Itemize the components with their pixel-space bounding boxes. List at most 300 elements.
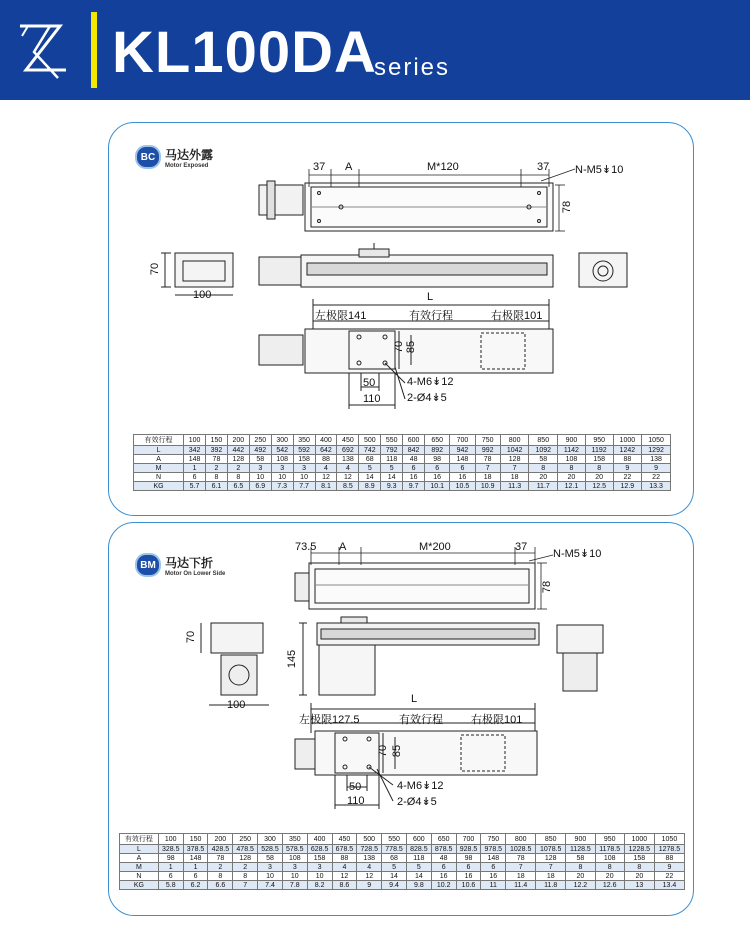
page-subtitle: series bbox=[374, 54, 451, 81]
bm-top-view bbox=[295, 563, 535, 609]
table-row bbox=[134, 446, 671, 455]
bm-dim-100: 100 bbox=[227, 699, 246, 711]
table-cell: 150 bbox=[183, 834, 208, 845]
table-cell: 13 bbox=[624, 881, 654, 890]
table-cell: 950 bbox=[585, 435, 613, 446]
table-cell: 7 bbox=[233, 881, 258, 890]
table-cell: 118 bbox=[381, 455, 403, 464]
table-cell: 1178.5 bbox=[595, 845, 624, 854]
bc-spec-table bbox=[133, 434, 671, 491]
bm-dim-50: 50 bbox=[349, 781, 362, 793]
table-cell: 10.6 bbox=[456, 881, 481, 890]
table-row bbox=[120, 854, 685, 863]
table-cell: 1242 bbox=[613, 446, 642, 455]
table-cell: 7.3 bbox=[271, 482, 293, 491]
bm-dim-85: 85 bbox=[391, 744, 404, 758]
table-cell: 428.5 bbox=[208, 845, 233, 854]
table-cell: 14 bbox=[406, 872, 431, 881]
table-cell: 13.3 bbox=[642, 482, 671, 491]
table-cell: 12 bbox=[332, 872, 357, 881]
table-cell: 6 bbox=[184, 473, 206, 482]
table-cell: 22 bbox=[654, 872, 684, 881]
table-cell: 9.4 bbox=[382, 881, 407, 890]
table-cell: 9 bbox=[613, 464, 642, 473]
table-cell: 有效行程 bbox=[120, 834, 159, 845]
table-cell: 48 bbox=[431, 854, 456, 863]
bc-dim-37a: 37 bbox=[313, 161, 326, 173]
table-cell: 10 bbox=[271, 473, 293, 482]
table-cell: 300 bbox=[271, 435, 293, 446]
table-cell: 450 bbox=[337, 435, 359, 446]
table-cell: 10.5 bbox=[450, 482, 475, 491]
table-cell: 8 bbox=[624, 863, 654, 872]
table-cell: 8 bbox=[558, 464, 586, 473]
table-cell: 878.5 bbox=[431, 845, 456, 854]
bm-dim-145: 145 bbox=[286, 649, 299, 669]
table-cell: 1292 bbox=[642, 446, 671, 455]
table-cell: 18 bbox=[500, 473, 529, 482]
table-cell: 20 bbox=[558, 473, 586, 482]
table-cell: 528.5 bbox=[258, 845, 283, 854]
table-cell: 8 bbox=[529, 464, 558, 473]
table-cell: 78 bbox=[506, 854, 536, 863]
bc-dim-50: 50 bbox=[363, 377, 376, 389]
table-cell: 400 bbox=[315, 435, 337, 446]
table-cell: 22 bbox=[642, 473, 671, 482]
table-row bbox=[134, 473, 671, 482]
table-cell: 692 bbox=[337, 446, 359, 455]
bc-dim-37b: 37 bbox=[537, 161, 550, 173]
bc-dim-m6: 4-M6↡12 bbox=[407, 376, 454, 388]
table-cell: 10 bbox=[307, 872, 332, 881]
table-cell: 900 bbox=[566, 834, 595, 845]
table-cell: 12 bbox=[357, 872, 382, 881]
table-cell: 392 bbox=[206, 446, 228, 455]
table-cell: 250 bbox=[249, 435, 271, 446]
table-cell: 78 bbox=[208, 854, 233, 863]
accent-bar bbox=[91, 12, 97, 88]
table-cell: 928.5 bbox=[456, 845, 481, 854]
table-cell: 4 bbox=[357, 863, 382, 872]
table-cell: 14 bbox=[359, 473, 381, 482]
page-title: KL100DA bbox=[112, 20, 377, 85]
table-cell: 6.1 bbox=[206, 482, 228, 491]
table-row bbox=[134, 482, 671, 491]
table-cell: 98 bbox=[456, 854, 481, 863]
table-cell: 900 bbox=[558, 435, 586, 446]
table-cell: 6 bbox=[481, 863, 506, 872]
table-cell: 8.6 bbox=[332, 881, 357, 890]
table-cell: 14 bbox=[382, 872, 407, 881]
table-cell: 842 bbox=[403, 446, 425, 455]
table-cell: 978.5 bbox=[481, 845, 506, 854]
table-row bbox=[120, 881, 685, 890]
bm-stroke: 有效行程 bbox=[399, 714, 443, 726]
table-cell: 10 bbox=[293, 473, 315, 482]
table-cell: 10.2 bbox=[431, 881, 456, 890]
table-cell: 500 bbox=[359, 435, 381, 446]
table-row bbox=[120, 872, 685, 881]
table-row bbox=[134, 455, 671, 464]
table-cell: 728.5 bbox=[357, 845, 382, 854]
table-cell: 542 bbox=[271, 446, 293, 455]
table-cell: 200 bbox=[227, 435, 249, 446]
table-cell: 有效行程 bbox=[134, 435, 184, 446]
table-cell: 750 bbox=[481, 834, 506, 845]
table-cell: 4 bbox=[332, 863, 357, 872]
table-cell: 792 bbox=[381, 446, 403, 455]
table-cell: 1 bbox=[184, 464, 206, 473]
table-cell: 100 bbox=[158, 834, 183, 845]
bm-right-limit: 右极限101 bbox=[471, 714, 523, 726]
table-cell: 1278.5 bbox=[654, 845, 684, 854]
table-cell: 478.5 bbox=[233, 845, 258, 854]
table-cell: 20 bbox=[566, 872, 595, 881]
table-cell: 20 bbox=[585, 473, 613, 482]
bm-dim-110: 110 bbox=[347, 795, 365, 807]
table-cell: 58 bbox=[529, 455, 558, 464]
table-cell: 2 bbox=[233, 863, 258, 872]
table-cell: 128 bbox=[500, 455, 529, 464]
zk-logo-icon bbox=[12, 12, 84, 88]
table-cell: 12.1 bbox=[558, 482, 586, 491]
table-cell: KG bbox=[134, 482, 184, 491]
table-cell: 1078.5 bbox=[536, 845, 566, 854]
bc-dim-A: A bbox=[345, 161, 353, 173]
table-cell: 10 bbox=[282, 872, 307, 881]
table-cell: 550 bbox=[381, 435, 403, 446]
table-cell: A bbox=[134, 455, 184, 464]
bm-dim-nm5: N-M5↡10 bbox=[553, 548, 602, 560]
table-cell: 18 bbox=[475, 473, 500, 482]
table-cell: 7 bbox=[506, 863, 536, 872]
table-cell: 1228.5 bbox=[624, 845, 654, 854]
table-cell: N bbox=[134, 473, 184, 482]
table-cell: 7.4 bbox=[258, 881, 283, 890]
table-cell: 5 bbox=[381, 464, 403, 473]
table-cell: 328.5 bbox=[158, 845, 183, 854]
table-cell: 7 bbox=[500, 464, 529, 473]
table-cell: 1028.5 bbox=[506, 845, 536, 854]
table-cell: 400 bbox=[307, 834, 332, 845]
table-cell: 378.5 bbox=[183, 845, 208, 854]
table-cell: 442 bbox=[227, 446, 249, 455]
table-cell: 11.3 bbox=[500, 482, 529, 491]
table-cell: 138 bbox=[642, 455, 671, 464]
table-cell: 12.9 bbox=[613, 482, 642, 491]
table-row bbox=[120, 845, 685, 854]
table-cell: 158 bbox=[307, 854, 332, 863]
table-cell: 68 bbox=[382, 854, 407, 863]
table-cell: 8.1 bbox=[315, 482, 337, 491]
table-cell: M bbox=[120, 863, 159, 872]
table-cell: 1000 bbox=[624, 834, 654, 845]
table-cell: 5 bbox=[382, 863, 407, 872]
table-cell: 6.2 bbox=[183, 881, 208, 890]
table-cell: 7.8 bbox=[282, 881, 307, 890]
table-cell: 578.5 bbox=[282, 845, 307, 854]
table-cell: 300 bbox=[258, 834, 283, 845]
table-cell: 3 bbox=[249, 464, 271, 473]
table-cell: 1128.5 bbox=[566, 845, 595, 854]
table-cell: 600 bbox=[403, 435, 425, 446]
table-cell: 148 bbox=[481, 854, 506, 863]
bm-spec-table bbox=[119, 833, 685, 890]
table-cell: 10 bbox=[249, 473, 271, 482]
bm-drawing bbox=[109, 523, 693, 823]
table-cell: 150 bbox=[206, 435, 228, 446]
bc-dim-nm5: N-M5↡10 bbox=[575, 164, 624, 176]
table-cell: 778.5 bbox=[382, 845, 407, 854]
table-cell: 8 bbox=[585, 464, 613, 473]
table-cell: 108 bbox=[282, 854, 307, 863]
table-cell: 5 bbox=[406, 863, 431, 872]
table-cell: 16 bbox=[456, 872, 481, 881]
table-cell: 1092 bbox=[529, 446, 558, 455]
table-cell: 1050 bbox=[642, 435, 671, 446]
table-cell: 108 bbox=[558, 455, 586, 464]
table-cell: 1192 bbox=[585, 446, 613, 455]
bm-title-en: Motor On Lower Side bbox=[165, 570, 226, 577]
table-cell: 118 bbox=[406, 854, 431, 863]
table-cell: 48 bbox=[403, 455, 425, 464]
table-row bbox=[120, 863, 685, 872]
bm-dim-L: L bbox=[411, 693, 418, 705]
table-cell: 8 bbox=[208, 872, 233, 881]
table-cell: 20 bbox=[595, 872, 624, 881]
bc-badge-pill: BC bbox=[135, 145, 161, 169]
bc-dim-70b: 70 bbox=[393, 340, 406, 354]
table-cell: 58 bbox=[258, 854, 283, 863]
table-cell: 16 bbox=[431, 872, 456, 881]
table-cell: 5.8 bbox=[158, 881, 183, 890]
table-cell: 22 bbox=[613, 473, 642, 482]
table-cell: A bbox=[120, 854, 159, 863]
table-cell: 138 bbox=[337, 455, 359, 464]
bc-dim-pin: 2-Ø4↡5 bbox=[407, 392, 447, 404]
table-cell: 68 bbox=[359, 455, 381, 464]
table-cell: 88 bbox=[332, 854, 357, 863]
table-cell: 1 bbox=[158, 863, 183, 872]
table-cell: 100 bbox=[184, 435, 206, 446]
table-cell: 6 bbox=[431, 863, 456, 872]
table-cell: 11 bbox=[481, 881, 506, 890]
table-cell: 88 bbox=[613, 455, 642, 464]
table-cell: KG bbox=[120, 881, 159, 890]
table-cell: 742 bbox=[359, 446, 381, 455]
table-cell: 678.5 bbox=[332, 845, 357, 854]
bm-title-zh: 马达下折 bbox=[165, 555, 214, 570]
bc-dim-100: 100 bbox=[193, 289, 212, 301]
table-cell: 3 bbox=[293, 464, 315, 473]
table-header-row bbox=[134, 435, 671, 446]
table-cell: 9.7 bbox=[403, 482, 425, 491]
bm-dim-735: 73.5 bbox=[295, 541, 317, 553]
table-cell: 20 bbox=[624, 872, 654, 881]
table-cell: 650 bbox=[425, 435, 450, 446]
table-cell: 158 bbox=[624, 854, 654, 863]
table-cell: 108 bbox=[271, 455, 293, 464]
table-cell: 6.9 bbox=[249, 482, 271, 491]
table-cell: 128 bbox=[227, 455, 249, 464]
table-cell: 16 bbox=[425, 473, 450, 482]
bm-dim-pin: 2-Ø4↡5 bbox=[397, 796, 437, 808]
bc-title-zh: 马达外露 bbox=[165, 147, 214, 162]
table-cell: 78 bbox=[475, 455, 500, 464]
bm-dim-A: A bbox=[339, 541, 347, 553]
table-cell: 8 bbox=[227, 473, 249, 482]
table-cell: 6 bbox=[450, 464, 475, 473]
table-cell: 2 bbox=[208, 863, 233, 872]
table-cell: 7 bbox=[536, 863, 566, 872]
table-cell: 128 bbox=[536, 854, 566, 863]
table-cell: 11.4 bbox=[506, 881, 536, 890]
table-cell: 4 bbox=[315, 464, 337, 473]
table-cell: 1 bbox=[183, 863, 208, 872]
table-cell: 3 bbox=[307, 863, 332, 872]
bc-dim-110: 110 bbox=[363, 393, 381, 405]
table-cell: 148 bbox=[450, 455, 475, 464]
table-cell: 3 bbox=[258, 863, 283, 872]
table-cell: 9 bbox=[654, 863, 684, 872]
table-cell: 58 bbox=[566, 854, 595, 863]
table-cell: 12.5 bbox=[585, 482, 613, 491]
table-cell: 800 bbox=[500, 435, 529, 446]
table-cell: 6 bbox=[456, 863, 481, 872]
table-cell: 148 bbox=[183, 854, 208, 863]
table-cell: 6 bbox=[158, 872, 183, 881]
table-cell: 11.7 bbox=[529, 482, 558, 491]
table-cell: 8.2 bbox=[307, 881, 332, 890]
table-cell: 16 bbox=[403, 473, 425, 482]
table-cell: M bbox=[134, 464, 184, 473]
table-cell: 6.5 bbox=[227, 482, 249, 491]
table-cell: 9 bbox=[642, 464, 671, 473]
table-cell: 2 bbox=[206, 464, 228, 473]
bm-dim-37: 37 bbox=[515, 541, 528, 553]
table-cell: 250 bbox=[233, 834, 258, 845]
bm-badge-pill: BM bbox=[135, 553, 161, 577]
table-cell: 8 bbox=[566, 863, 595, 872]
table-cell: 750 bbox=[475, 435, 500, 446]
table-cell: 4 bbox=[337, 464, 359, 473]
table-cell: 992 bbox=[475, 446, 500, 455]
bm-dim-70: 70 bbox=[185, 630, 198, 644]
table-cell: 6.6 bbox=[208, 881, 233, 890]
table-cell: 1042 bbox=[500, 446, 529, 455]
table-cell: 18 bbox=[506, 872, 536, 881]
bc-title-en: Motor Exposed bbox=[165, 162, 209, 169]
table-cell: 2 bbox=[227, 464, 249, 473]
bc-top-view bbox=[259, 181, 553, 231]
table-cell: 158 bbox=[585, 455, 613, 464]
table-cell: 98 bbox=[425, 455, 450, 464]
bc-side-view bbox=[259, 243, 553, 287]
bc-dim-70: 70 bbox=[149, 262, 162, 276]
table-cell: 98 bbox=[158, 854, 183, 863]
bm-left-end-view bbox=[201, 623, 269, 705]
table-cell: 800 bbox=[506, 834, 536, 845]
table-cell: 8.5 bbox=[337, 482, 359, 491]
table-cell: 1000 bbox=[613, 435, 642, 446]
table-cell: 7.7 bbox=[293, 482, 315, 491]
table-cell: 850 bbox=[529, 435, 558, 446]
table-cell: 12.2 bbox=[566, 881, 595, 890]
table-cell: 16 bbox=[450, 473, 475, 482]
table-cell: 11.8 bbox=[536, 881, 566, 890]
table-cell: 592 bbox=[293, 446, 315, 455]
table-cell: 10 bbox=[258, 872, 283, 881]
table-cell: 350 bbox=[293, 435, 315, 446]
table-cell: 500 bbox=[357, 834, 382, 845]
bc-stroke: 有效行程 bbox=[409, 310, 453, 322]
table-cell: 950 bbox=[595, 834, 624, 845]
bm-panel bbox=[108, 522, 694, 916]
table-row bbox=[134, 464, 671, 473]
table-cell: 6 bbox=[183, 872, 208, 881]
table-cell: 78 bbox=[206, 455, 228, 464]
table-cell: 18 bbox=[536, 872, 566, 881]
table-cell: 650 bbox=[431, 834, 456, 845]
table-cell: 5.7 bbox=[184, 482, 206, 491]
table-cell: 450 bbox=[332, 834, 357, 845]
table-cell: 138 bbox=[357, 854, 382, 863]
table-cell: 600 bbox=[406, 834, 431, 845]
table-header-row bbox=[120, 834, 685, 845]
bm-left-limit: 左极限127.5 bbox=[299, 714, 360, 726]
bc-dim-85: 85 bbox=[405, 340, 418, 354]
table-cell: 642 bbox=[315, 446, 337, 455]
table-cell: 850 bbox=[536, 834, 566, 845]
table-cell: 10.1 bbox=[425, 482, 450, 491]
table-cell: 892 bbox=[425, 446, 450, 455]
table-cell: 828.5 bbox=[406, 845, 431, 854]
table-cell: 5 bbox=[359, 464, 381, 473]
table-cell: 12 bbox=[315, 473, 337, 482]
bm-dim-m6: 4-M6↡12 bbox=[397, 780, 444, 792]
table-cell: N bbox=[120, 872, 159, 881]
table-cell: 492 bbox=[249, 446, 271, 455]
table-cell: 700 bbox=[450, 435, 475, 446]
table-cell: 6 bbox=[425, 464, 450, 473]
table-cell: 13.4 bbox=[654, 881, 684, 890]
table-cell: 12 bbox=[337, 473, 359, 482]
table-cell: 700 bbox=[456, 834, 481, 845]
table-cell: 550 bbox=[382, 834, 407, 845]
bm-dim-78: 78 bbox=[541, 580, 554, 594]
bc-right-limit: 右极限101 bbox=[491, 310, 543, 322]
table-cell: 88 bbox=[654, 854, 684, 863]
table-cell: 58 bbox=[249, 455, 271, 464]
table-cell: 16 bbox=[481, 872, 506, 881]
table-cell: 8.9 bbox=[359, 482, 381, 491]
table-cell: 942 bbox=[450, 446, 475, 455]
table-cell: L bbox=[120, 845, 159, 854]
table-cell: 108 bbox=[595, 854, 624, 863]
table-cell: 342 bbox=[184, 446, 206, 455]
table-cell: 8 bbox=[595, 863, 624, 872]
table-cell: 7 bbox=[475, 464, 500, 473]
table-cell: 88 bbox=[315, 455, 337, 464]
table-cell: 12.6 bbox=[595, 881, 624, 890]
bm-side-view bbox=[299, 617, 539, 695]
bc-left-limit: 左极限141 bbox=[315, 310, 367, 322]
table-cell: 6 bbox=[403, 464, 425, 473]
bc-dim-78: 78 bbox=[561, 200, 574, 214]
table-cell: 9.8 bbox=[406, 881, 431, 890]
table-cell: 1050 bbox=[654, 834, 684, 845]
bm-dim-70b: 70 bbox=[377, 744, 390, 758]
